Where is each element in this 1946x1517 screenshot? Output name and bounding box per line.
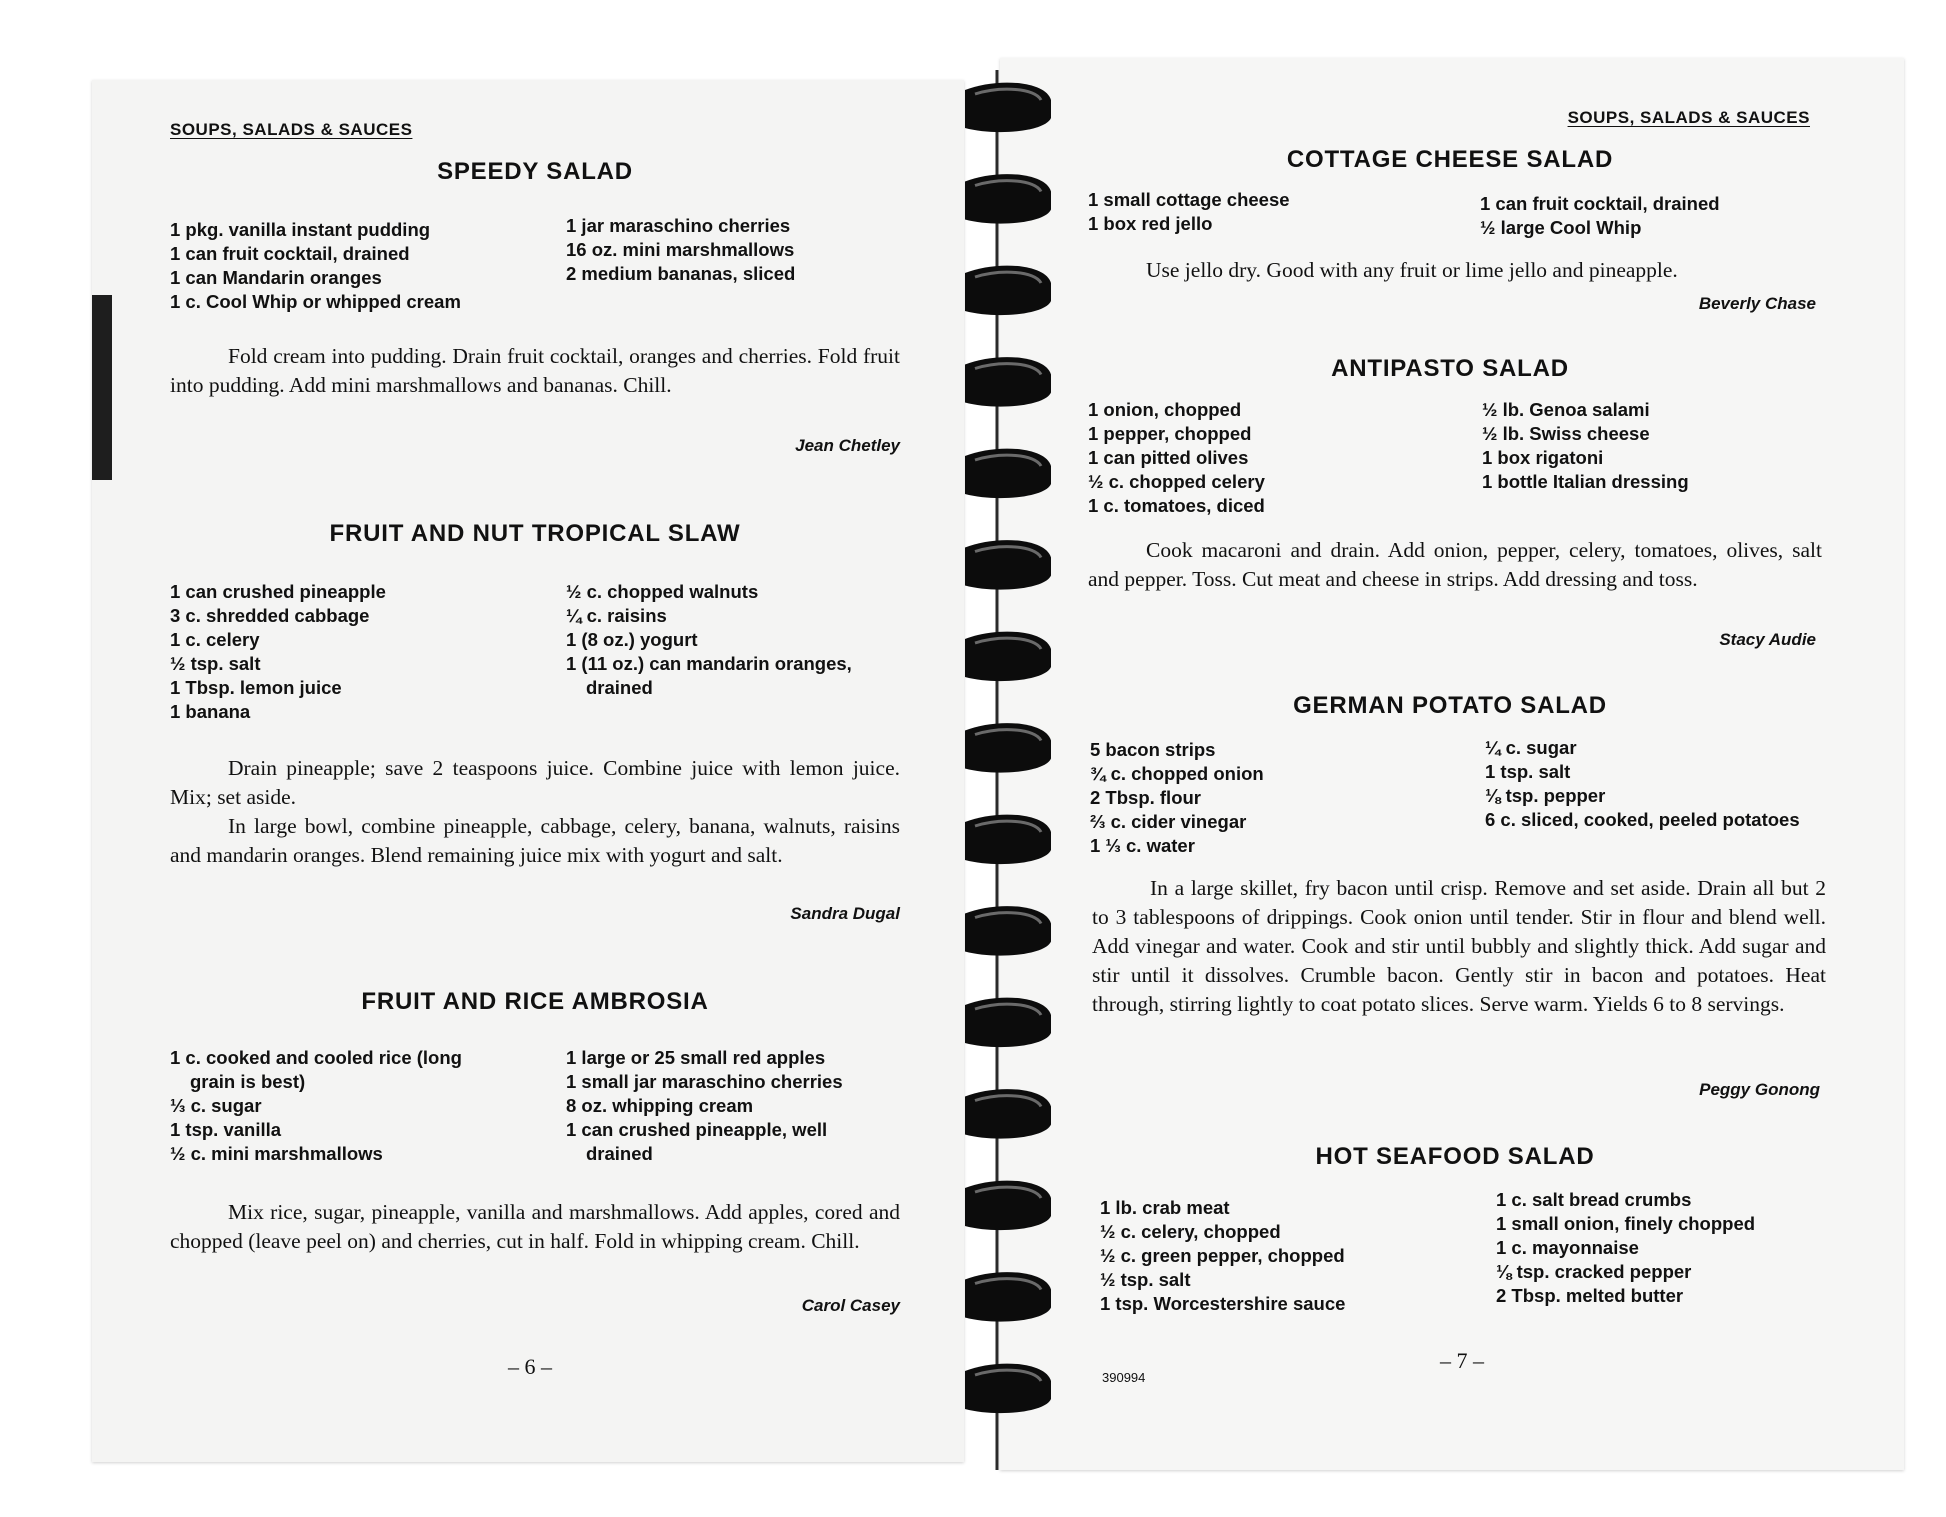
section-tab-marker [92,295,112,480]
ingredient: 8 oz. whipping cream [566,1095,754,1116]
ingredient: ½ tsp. salt [1100,1269,1191,1290]
ingredient: 1 box red jello [1088,213,1213,234]
ingredient: ½ c. chopped celery [1088,471,1265,492]
recipe-instructions [1088,536,1822,594]
ingredient: 3 c. shredded cabbage [170,605,370,626]
ingredient: 2 Tbsp. melted butter [1496,1285,1684,1306]
left-page-header: SOUPS, SALADS & SAUCES [170,120,413,139]
recipe-instructions [1092,874,1826,1019]
recipe-author: Sandra Dugal [790,904,900,923]
instruction-paragraph: In a large skillet, fry bacon until crisp. Remove and set aside. Drain all but 2 to 3 tablespoons of drippings. Cook onion until tender. Stir in flour and blend well. Add vinegar and water. Cook and stir until bubbly and slightly thick. Add sugar and stir until it dissolves. Crumble bacon. Gently stir in bacon and potatoes. Heat through, stirring lightly to coat potato slices. Serve warm. Yields 6 to 8 servings. [1092,876,1826,1016]
ingredient: 1 c. cooked and cooled rice (long [170,1047,462,1068]
recipe-title: SPEEDY SALAD [437,158,633,185]
instruction-paragraph: Fold cream into pudding. Drain fruit cocktail, oranges and cherries. Fold fruit into pudding. Add mini marshmallows and bananas. Chill. [170,344,900,397]
ingredient: 1 small cottage cheese [1088,189,1290,210]
ingredient: 1 banana [170,701,251,722]
recipe-author: Beverly Chase [1698,294,1816,313]
recipe-instructions [170,1198,900,1256]
ingredient-list-right [566,580,852,700]
spiral-coil [965,1364,1051,1414]
ingredient: ⅛ tsp. cracked pepper [1496,1261,1692,1282]
recipe-instructions [1088,256,1822,285]
instruction-paragraph: Use jello dry. Good with any fruit or lime jello and pineapple. [1146,258,1678,282]
ingredient-list-right [1482,398,1689,494]
spiral-coil [965,540,1051,590]
ingredient: 1 can Mandarin oranges [170,267,382,288]
instruction-paragraph: Cook macaroni and drain. Add onion, pepper, celery, tomatoes, olives, salt and pepper. Toss. Cut meat and cheese in strips. Add dressing and toss. [1088,538,1822,591]
recipe-title: FRUIT AND RICE AMBROSIA [361,988,709,1015]
recipe-title: ANTIPASTO SALAD [1331,355,1569,382]
ingredient: 1 box rigatoni [1482,447,1604,468]
ingredient: 2 medium bananas, sliced [566,263,796,284]
ingredient: 1 can pitted olives [1088,447,1249,468]
spiral-coil [965,357,1051,407]
ingredient: 1 c. mayonnaise [1496,1237,1639,1258]
ingredient: ⅛ tsp. pepper [1485,785,1606,806]
ingredient-list-left [1088,398,1265,518]
ingredient: 1 can fruit cocktail, drained [1480,193,1720,214]
ingredient-list-left [170,1046,462,1166]
ingredient: drained [586,1143,653,1164]
spiral-coil [965,266,1051,316]
spiral-coil [965,998,1051,1048]
ingredient: 1 small onion, finely chopped [1496,1213,1756,1234]
recipe-author: Stacy Audie [1719,630,1816,649]
ingredient: ½ c. green pepper, chopped [1100,1245,1345,1266]
right-page-header: SOUPS, SALADS & SAUCES [1567,108,1810,127]
ingredient: 1 small jar maraschino cherries [566,1071,843,1092]
spiral-coil [965,83,1051,133]
spiral-coil [965,723,1051,773]
ingredient: 1 (8 oz.) yogurt [566,629,698,650]
ingredient: ⅓ c. sugar [170,1095,262,1116]
ingredient: ¾ c. chopped onion [1090,763,1264,784]
ingredient: 1 lb. crab meat [1100,1197,1230,1218]
print-code: 390994 [1102,1370,1146,1385]
ingredient: 2 Tbsp. flour [1090,787,1201,808]
ingredient: 1 c. celery [170,629,260,650]
spiral-coil [965,174,1051,224]
instruction-paragraph: In large bowl, combine pineapple, cabbage, celery, banana, walnuts, raisins and mandarin oranges. Blend remaining juice mix with yogurt and salt. [170,814,900,867]
ingredient: drained [586,677,653,698]
ingredient-list-right [1485,736,1800,832]
recipe-title: FRUIT AND NUT TROPICAL SLAW [329,520,741,547]
ingredient: ½ large Cool Whip [1480,217,1642,238]
ingredient: 1 can crushed pineapple [170,581,386,602]
ingredient: 1 tsp. Worcestershire sauce [1100,1293,1346,1314]
recipe-title: COTTAGE CHEESE SALAD [1286,146,1614,173]
ingredient: ¼ c. raisins [566,605,667,626]
ingredient: 1 Tbsp. lemon juice [170,677,342,698]
spiral-binding [935,70,1075,1470]
ingredient: 1 jar maraschino cherries [566,215,791,236]
instruction-paragraph: Mix rice, sugar, pineapple, vanilla and marshmallows. Add apples, cored and chopped (leave peel on) and cherries, cut in half. Fold in whipping cream. Chill. [170,1200,900,1253]
ingredient-list-right [1480,192,1720,240]
ingredient: 1 ⅓ c. water [1090,835,1195,856]
ingredient: 1 onion, chopped [1088,399,1242,420]
ingredient: grain is best) [190,1071,306,1092]
spiral-coil [965,449,1051,499]
ingredient: ¼ c. sugar [1485,737,1577,758]
ingredient: 1 (11 oz.) can mandarin oranges, [566,653,852,674]
ingredient-list-left [170,218,461,314]
recipe-instructions [170,754,900,870]
recipe-title: HOT SEAFOOD SALAD [1315,1143,1595,1170]
ingredient: 1 tsp. vanilla [170,1119,282,1140]
ingredient-list-left [1100,1196,1345,1316]
ingredient: 5 bacon strips [1090,739,1216,760]
ingredient: ½ lb. Genoa salami [1482,399,1650,420]
instruction-paragraph: Drain pineapple; save 2 teaspoons juice. Combine juice with lemon juice. Mix; set aside. [170,756,900,809]
ingredient: 1 c. salt bread crumbs [1496,1189,1692,1210]
ingredient: 1 can crushed pineapple, well [566,1119,828,1140]
ingredient-list-left [170,580,386,724]
ingredient-list-right [1496,1188,1755,1308]
ingredient-list-right [566,1046,843,1166]
recipe-title: GERMAN POTATO SALAD [1293,692,1607,719]
page-number: – 7 – [1440,1348,1484,1373]
ingredient: ½ tsp. salt [170,653,261,674]
ingredient: ½ c. celery, chopped [1100,1221,1281,1242]
spiral-coil [965,815,1051,865]
spiral-coil [965,1272,1051,1322]
ingredient-list-left [1088,188,1290,236]
ingredient: 1 large or 25 small red apples [566,1047,826,1068]
page-number: – 6 – [508,1354,552,1379]
spiral-coil [965,1181,1051,1231]
spiral-coil [965,906,1051,956]
ingredient: 1 pepper, chopped [1088,423,1252,444]
recipe-author: Peggy Gonong [1699,1080,1820,1099]
spiral-coil [965,1089,1051,1139]
ingredient-list-right [566,214,795,286]
spiral-coil [965,632,1051,682]
ingredient: ⅔ c. cider vinegar [1090,811,1247,832]
ingredient: ½ c. mini marshmallows [170,1143,383,1164]
ingredient: 1 c. Cool Whip or whipped cream [170,291,461,312]
ingredient: 1 c. tomatoes, diced [1088,495,1265,516]
ingredient: 1 can fruit cocktail, drained [170,243,410,264]
recipe-author: Jean Chetley [795,436,900,455]
ingredient: 1 pkg. vanilla instant pudding [170,219,431,240]
ingredient: 1 bottle Italian dressing [1482,471,1689,492]
ingredient: ½ lb. Swiss cheese [1482,423,1650,444]
ingredient: ½ c. chopped walnuts [566,581,759,602]
recipe-instructions [170,342,900,400]
ingredient: 1 tsp. salt [1485,761,1571,782]
recipe-author: Carol Casey [801,1296,900,1315]
ingredient: 16 oz. mini marshmallows [566,239,795,260]
ingredient: 6 c. sliced, cooked, peeled potatoes [1485,809,1800,830]
ingredient-list-left [1090,738,1264,858]
